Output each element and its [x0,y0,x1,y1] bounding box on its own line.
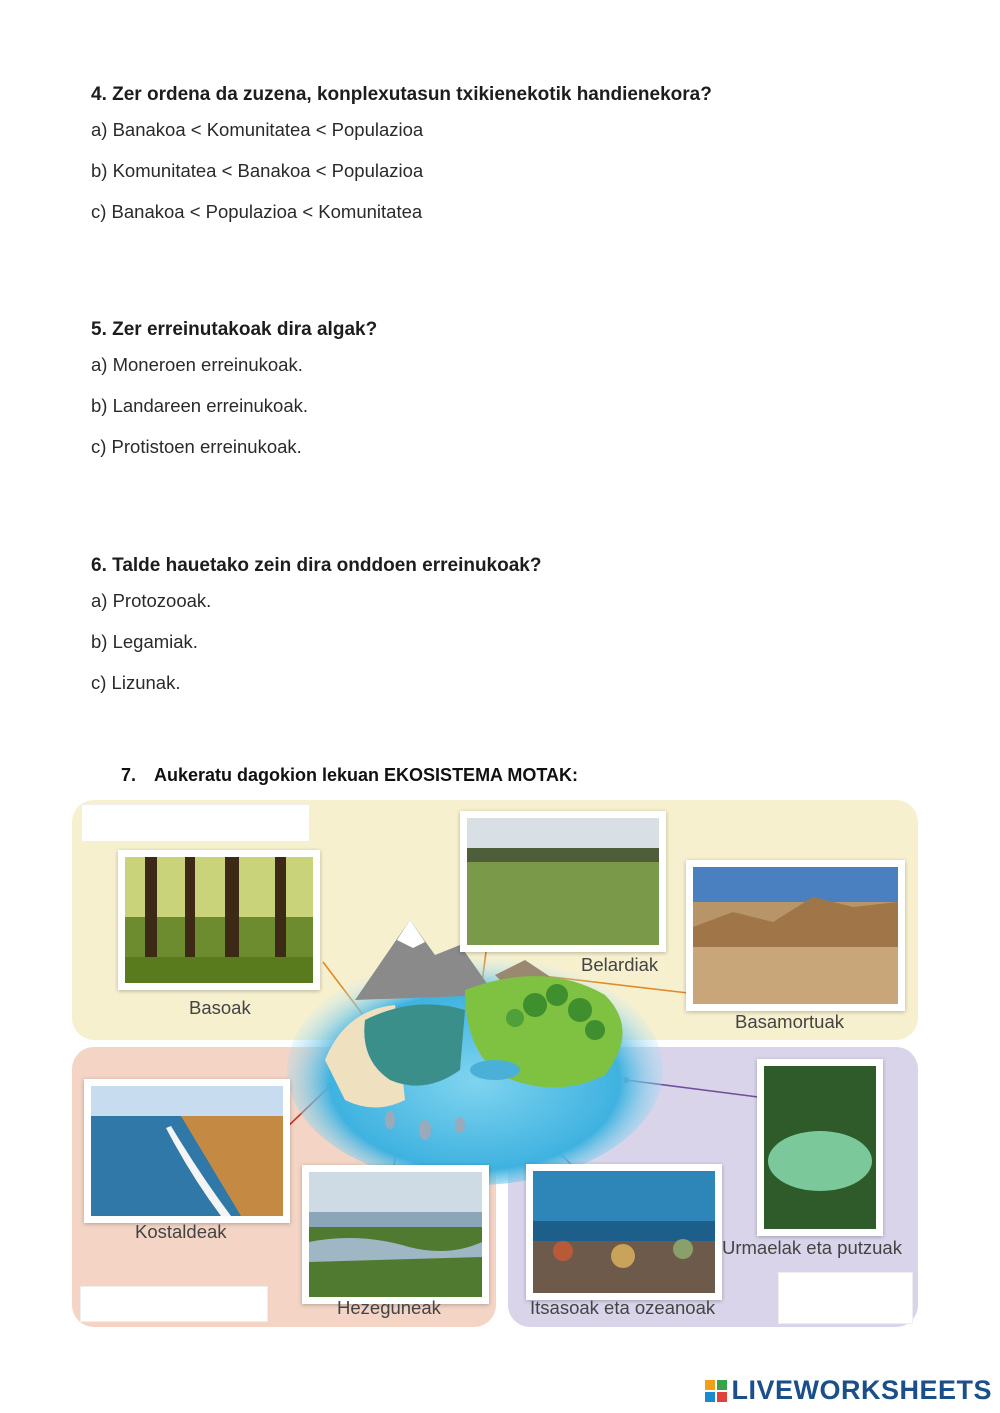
answer-box-coast[interactable] [80,1286,268,1322]
option-c[interactable]: c) Lizunak. [91,672,181,693]
liveworksheets-logo [705,1375,992,1406]
option-a[interactable]: a) Protozooak. [91,590,212,611]
question-7-title [121,765,578,786]
label-basoak: Basoak [189,997,251,1018]
coast-photo [84,1079,290,1223]
answer-box-water[interactable] [778,1272,913,1324]
label-kostaldeak: Kostaldeak [135,1221,227,1242]
option-a[interactable]: a) Moneroen erreinukoak. [91,354,303,375]
grassland-photo [460,811,666,952]
forest-photo [118,850,320,990]
option-b[interactable]: b) Komunitatea < Banakoa < Populazioa [91,160,424,181]
label-belardiak: Belardiak [581,954,659,975]
option-b[interactable]: b) Legamiak. [91,631,198,652]
question-5 [91,319,377,477]
question-title: 6. Talde hauetako zein dira onddoen erreinukoak? [91,555,542,576]
question-6 [91,555,541,713]
option-b[interactable]: b) Landareen erreinukoak. [91,395,309,416]
label-hezeguneak: Hezeguneak [337,1297,441,1318]
question-title: 4. Zer ordena da zuzena, konplexutasun txikienekotik handienekora? [91,84,712,105]
answer-box-land[interactable] [81,804,310,842]
option-a[interactable]: a) Banakoa < Komunitatea < Populazioa [91,119,424,140]
question-title: 5. Zer erreinutakoak dira algak? [91,319,378,340]
pond-photo [757,1059,883,1236]
desert-photo [686,860,905,1011]
ocean-photo [526,1164,722,1300]
label-basamortuak: Basamortuak [735,1011,844,1032]
wetland-photo [302,1165,489,1304]
logo-mark-icon [705,1380,727,1402]
question-text: Aukeratu dagokion lekuan EKOSISTEMA MOTAK: [154,765,579,785]
question-number: 7. [121,765,137,785]
question-4 [91,84,712,242]
option-c[interactable]: c) Protistoen erreinukoak. [91,436,302,457]
label-urmaelak: Urmaelak eta putzuak [722,1237,902,1258]
option-c[interactable]: c) Banakoa < Populazioa < Komunitatea [91,201,423,222]
logo-text: LIVEWORKSHEETS [731,1375,992,1405]
label-itsasoak: Itsasoak eta ozeanoak [530,1297,716,1318]
